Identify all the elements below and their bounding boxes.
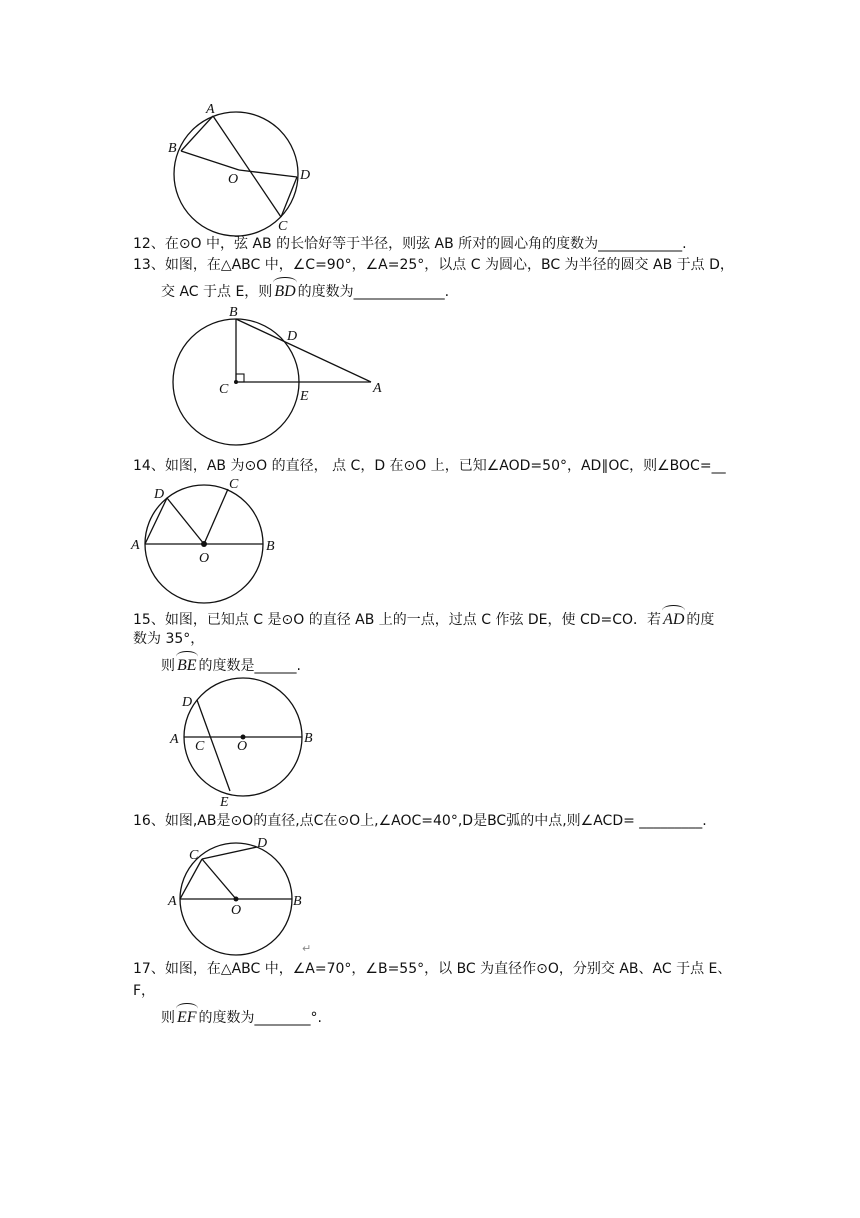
question-15-line-3 bbox=[161, 652, 301, 676]
return-mark: ↵ bbox=[302, 942, 312, 955]
figure-q13-circle-triangle bbox=[165, 302, 395, 452]
question-13-line-2 bbox=[161, 278, 449, 302]
q15-text-post: 的度 bbox=[686, 612, 715, 628]
fig5-label-o: O bbox=[231, 903, 242, 918]
fig3-label-b: B bbox=[266, 539, 275, 554]
fig5-label-b: B bbox=[293, 894, 302, 909]
fig3-label-c: C bbox=[229, 477, 239, 492]
arc-bd: BD bbox=[274, 278, 295, 302]
fig2-label-d: D bbox=[287, 329, 298, 344]
fig5-label-d: D bbox=[257, 836, 268, 851]
figure-q12-circle bbox=[160, 98, 320, 238]
figure-q14-circle bbox=[128, 474, 288, 609]
fig3-label-o: O bbox=[199, 551, 210, 566]
arc-ef: EF bbox=[177, 1004, 197, 1028]
q15-text-pre-2: 则 bbox=[161, 658, 175, 674]
question-15-line-1 bbox=[133, 606, 714, 630]
fig1-label-d: D bbox=[300, 168, 311, 183]
fig2-label-b: B bbox=[229, 305, 238, 320]
question-17-line-3 bbox=[161, 1004, 322, 1028]
fig2-label-e: E bbox=[300, 389, 309, 404]
fig3-label-d: D bbox=[154, 487, 165, 502]
figure-q16-circle bbox=[165, 832, 315, 962]
arc-ad: AD bbox=[663, 606, 684, 630]
question-15-line-2: 数为 35°， bbox=[133, 631, 205, 647]
q15-text-pre: 15、如图，已知点 C 是⊙O 的直径 AB 上的一点，过点 C 作弦 DE，使 CD=CO．若 bbox=[133, 612, 662, 628]
fig1-label-a: A bbox=[206, 102, 215, 117]
question-17-line-1: 17、如图，在△ABC 中，∠A=70°，∠B=55°，以 BC 为直径作⊙O，分别交 AB、AC 于点 E、 bbox=[133, 961, 732, 977]
q17-text-pre: 则 bbox=[161, 1010, 175, 1026]
q17-text-post: 的度数为________°. bbox=[198, 1010, 322, 1026]
fig4-label-e: E bbox=[220, 795, 229, 810]
question-14: 14、如图，AB 为⊙O 的直径， 点 C，D 在⊙O 上，已知∠AOD=50°，AD∥OC，则∠BOC=__ bbox=[133, 458, 726, 474]
q13-text-pre: 交 AC 于点 E，则 bbox=[161, 284, 273, 300]
fig1-label-o: O bbox=[228, 172, 239, 187]
question-17-line-2: F， bbox=[133, 983, 156, 999]
fig4-label-a: A bbox=[170, 732, 179, 747]
fig4-label-b: B bbox=[304, 731, 313, 746]
fig1-label-c: C bbox=[278, 219, 288, 234]
fig4-label-d: D bbox=[182, 695, 193, 710]
fig4-label-o: O bbox=[237, 739, 248, 754]
fig2-label-c: C bbox=[219, 382, 229, 397]
fig3-label-a: A bbox=[131, 538, 140, 553]
fig5-label-c: C bbox=[189, 848, 199, 863]
fig4-label-c: C bbox=[195, 739, 205, 754]
fig5-label-a: A bbox=[168, 894, 177, 909]
question-13-line-1: 13、如图，在△ABC 中，∠C=90°，∠A=25°，以点 C 为圆心，BC 为半径的圆交 AB 于点 D， bbox=[133, 257, 734, 273]
question-12: 12、在⊙O 中，弦 AB 的长恰好等于半径，则弦 AB 所对的圆心角的度数为____________. bbox=[133, 236, 687, 252]
q13-text-post: 的度数为_____________. bbox=[297, 284, 450, 300]
fig1-label-b: B bbox=[168, 141, 177, 156]
fig2-label-a: A bbox=[373, 381, 382, 396]
question-16: 16、如图,AB是⊙O的直径,点C在⊙O上,∠AOC=40°,D是BC弧的中点,则∠ACD= _________. bbox=[133, 813, 707, 829]
q15-text-post-2: 的度数是______. bbox=[198, 658, 301, 674]
figure-q15-circle bbox=[168, 676, 328, 811]
arc-be: BE bbox=[177, 652, 197, 676]
